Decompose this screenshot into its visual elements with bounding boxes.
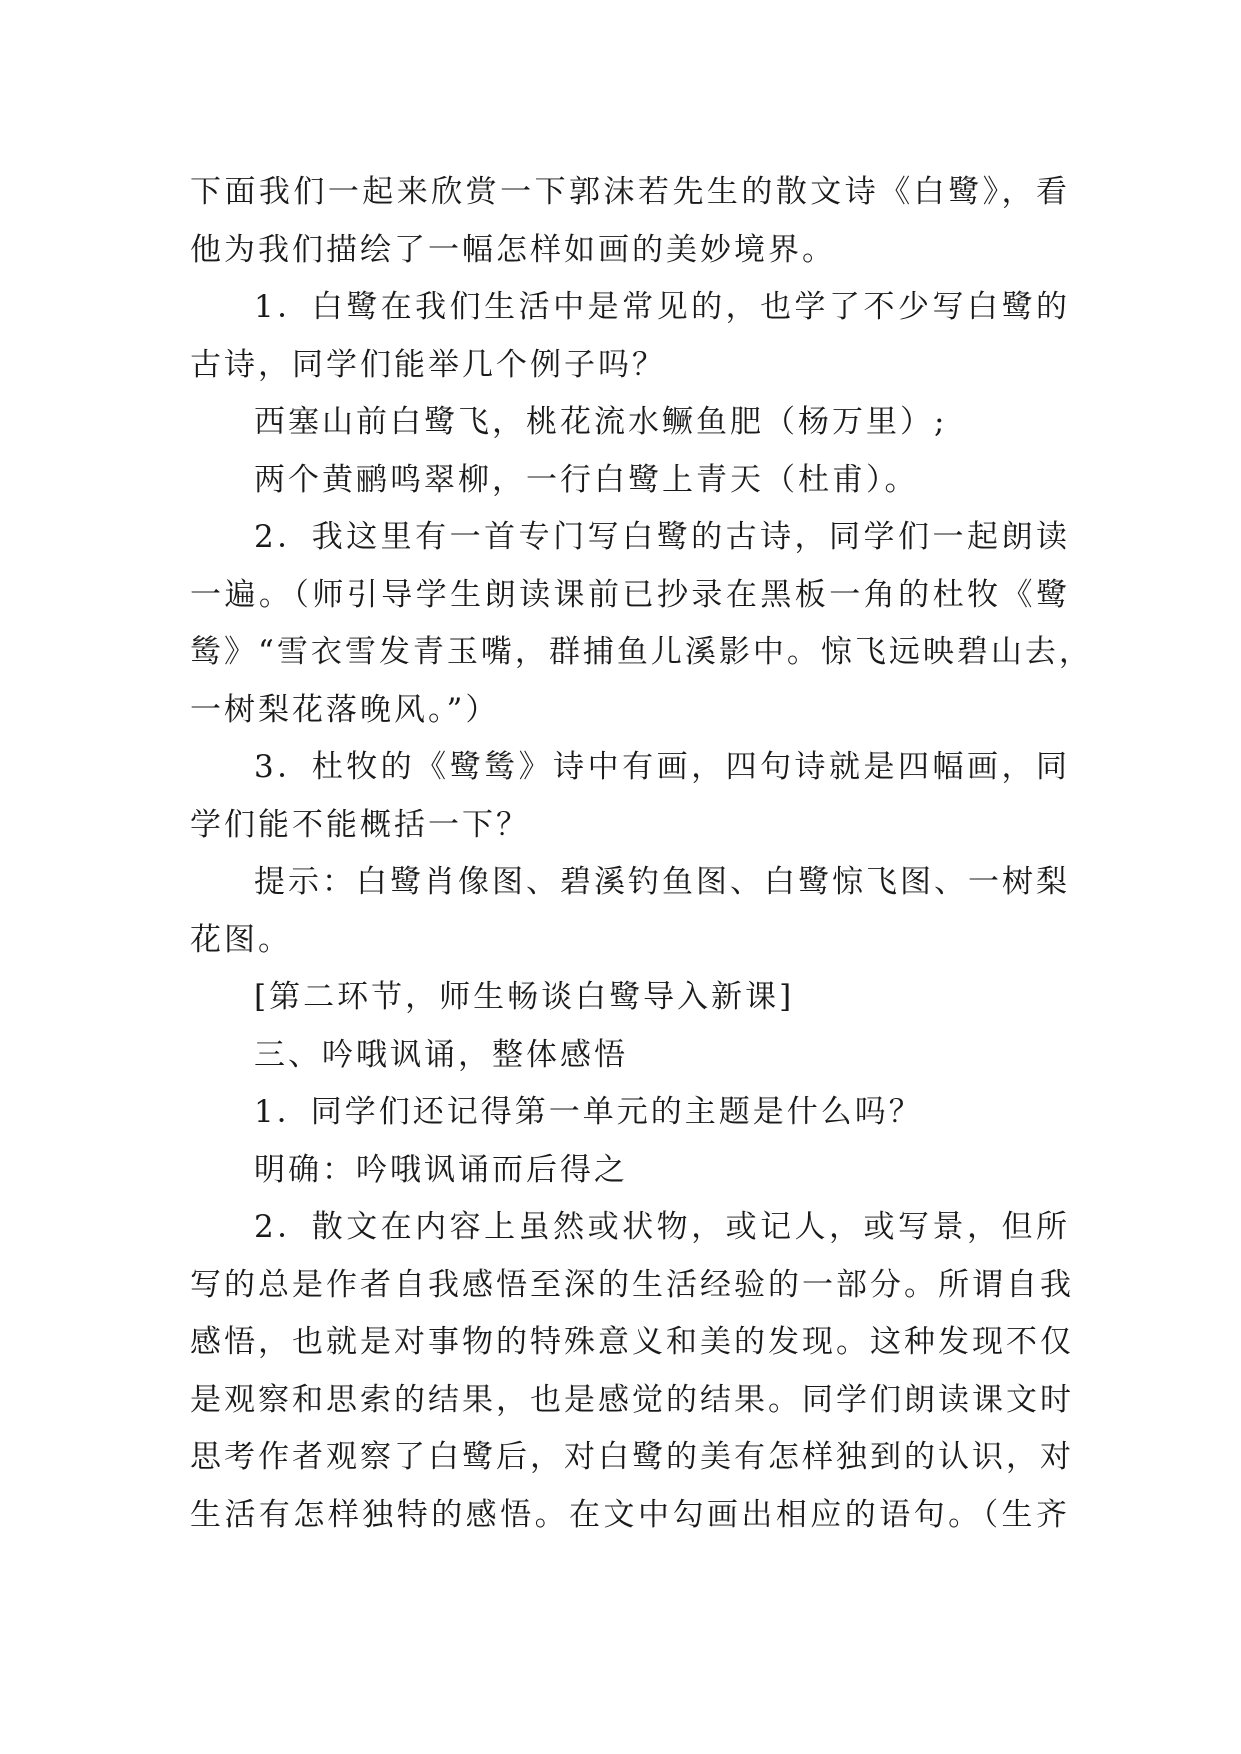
document-body bbox=[190, 164, 1093, 1544]
text-line: 西塞山前白鹭飞，桃花流水鳜鱼肥（杨万里）; bbox=[254, 404, 948, 440]
text-line: 古诗，同学们能举几个例子吗？ bbox=[190, 346, 666, 383]
text-line: 三、吟哦讽诵，整体感悟 bbox=[254, 1036, 628, 1073]
text-line: 1．白鹭在我们生活中是常见的，也学了不少写白鹭的 bbox=[254, 289, 1070, 325]
text-line: 是观察和思索的结果，也是感觉的结果。同学们朗读课文时 bbox=[190, 1381, 1074, 1418]
text-line: 明确：吟哦讽诵而后得之 bbox=[254, 1151, 628, 1188]
text-line: 一遍。（师引导学生朗读课前已抄录在黑板一角的杜牧《鹭 bbox=[190, 576, 1070, 613]
text-line: 下面我们一起来欣赏一下郭沫若先生的散文诗《白鹭》，看 bbox=[190, 174, 1070, 210]
text-line: 学们能不能概括一下？ bbox=[190, 806, 530, 843]
text-line: 写的总是作者自我感悟至深的生活经验的一部分。所谓自我 bbox=[190, 1266, 1074, 1303]
text-line: [第二环节，师生畅谈白鹭导入新课] bbox=[254, 979, 795, 1015]
text-line: 1．同学们还记得第一单元的主题是什么吗？ bbox=[254, 1094, 923, 1130]
text-line: 生活有怎样独特的感悟。在文中勾画出相应的语句。（生齐 bbox=[190, 1496, 1070, 1533]
text-line: 2．散文在内容上虽然或状物，或记人，或写景，但所 bbox=[254, 1209, 1070, 1245]
text-line: 感悟，也就是对事物的特殊意义和美的发现。这种发现不仅 bbox=[190, 1324, 1074, 1360]
text-line: 鸶》“雪衣雪发青玉嘴，群捕鱼儿溪影中。惊飞远映碧山去， bbox=[190, 634, 1093, 670]
text-line: 思考作者观察了白鹭后，对白鹭的美有怎样独到的认识，对 bbox=[190, 1439, 1074, 1475]
text-line: 他为我们描绘了一幅怎样如画的美妙境界。 bbox=[190, 231, 836, 268]
text-line: 提示：白鹭肖像图、碧溪钓鱼图、白鹭惊飞图、一树梨 bbox=[254, 864, 1070, 900]
text-line: 一树梨花落晚风。”） bbox=[190, 691, 500, 728]
text-line: 3．杜牧的《鹭鸶》诗中有画，四句诗就是四幅画，同 bbox=[254, 749, 1070, 785]
text-line: 花图。 bbox=[190, 921, 292, 958]
text-line: 两个黄鹂鸣翠柳，一行白鹭上青天（杜甫）。 bbox=[254, 461, 919, 498]
text-line: 2．我这里有一首专门写白鹭的古诗，同学们一起朗读 bbox=[254, 519, 1070, 555]
